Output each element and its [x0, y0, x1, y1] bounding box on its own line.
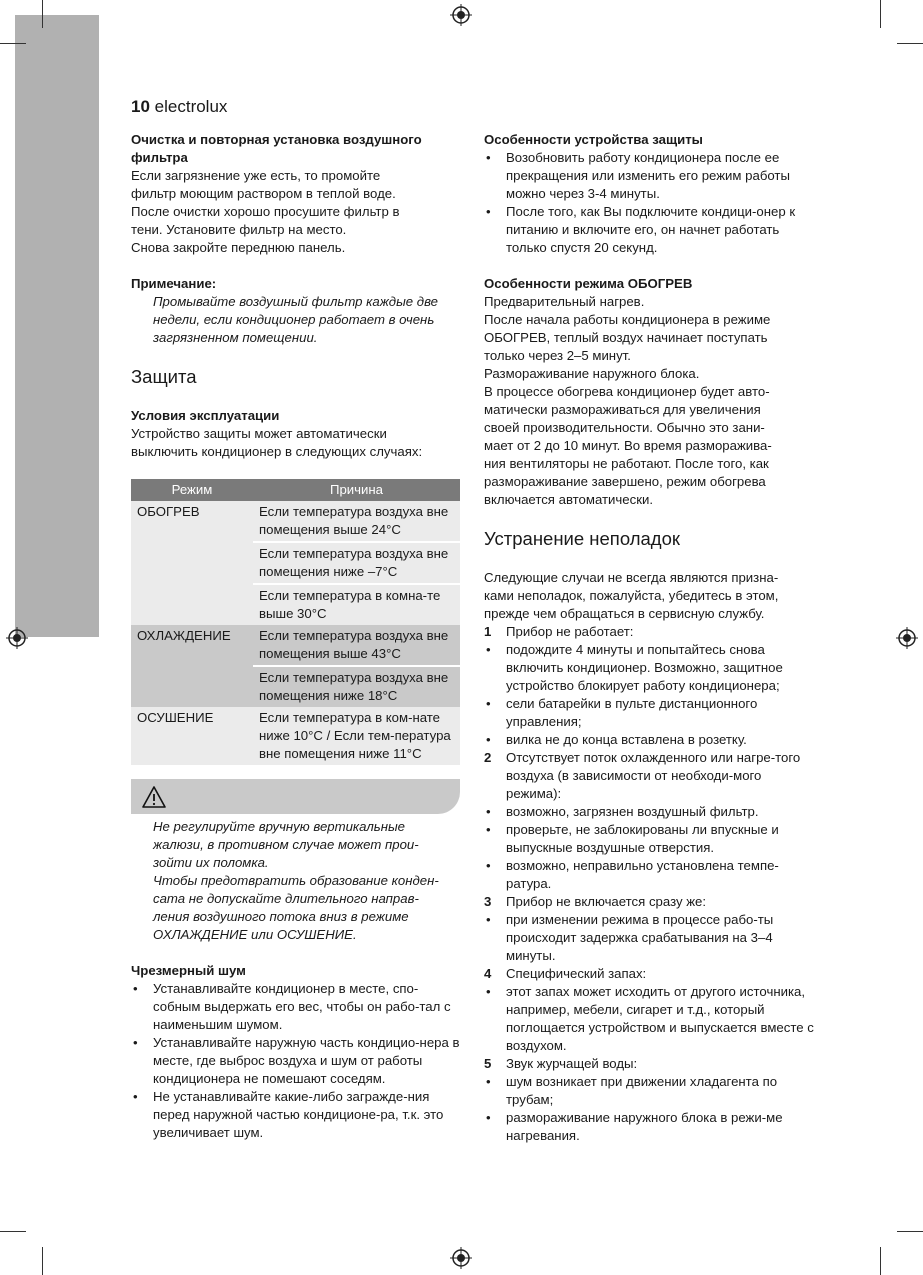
- page-number: 10: [131, 97, 150, 116]
- text-line: Промывайте воздушный фильтр каждые две: [153, 294, 439, 309]
- crop-mark: [0, 1231, 26, 1232]
- text-line: только через 2–5 минут.: [484, 348, 631, 363]
- filter-text: [131, 167, 463, 257]
- cause-list: [484, 983, 814, 1055]
- problem-title: Отсутствует поток охлажденного или нагре-того воздуха (в зависимости от необходи-мого режима):: [506, 750, 801, 801]
- cause-list: [484, 1073, 814, 1145]
- problem-title: Звук журчащей воды:: [506, 1056, 638, 1071]
- list-item: • проверьте, не заблокированы ли впускные и выпускные воздушные отверстия.: [484, 821, 814, 857]
- text-line: ОБОГРЕВ, теплый воздух начинает поступать: [484, 330, 768, 345]
- registration-mark-icon: [896, 627, 918, 649]
- list-item: • этот запах может исходить от другого источника, например, мебели, сигарет и т.д., который поглощается устройством и выпускается вместе с воздухом.: [484, 983, 814, 1055]
- problem-item: [484, 893, 814, 911]
- cause-list: [484, 803, 814, 893]
- text-line: выключить кондиционер в следующих случаях:: [131, 444, 423, 459]
- text-line: После очистки хорошо просушите фильтр в: [131, 204, 400, 219]
- side-tab: [15, 15, 99, 637]
- text-line: своей производительности. Обычно это зани-: [484, 420, 765, 435]
- intro-text: [484, 569, 814, 623]
- crop-mark: [897, 1231, 923, 1232]
- text-line: Чтобы предотвратить образование конден-: [153, 873, 439, 888]
- text-line: Не регулируйте вручную вертикальные: [153, 819, 406, 834]
- crop-mark: [42, 0, 43, 28]
- warning-banner: [131, 779, 460, 814]
- list-item: • Устанавливайте кондиционер в месте, спо-собным выдержать его вес, чтобы он рабо-тал с наименьшим шумом.: [131, 980, 463, 1034]
- list-item: • возможно, загрязнен воздушный фильтр.: [484, 803, 814, 821]
- conditions-heading: Условия эксплуатации: [131, 408, 280, 423]
- heating-heading: Особенности режима ОБОГРЕВ: [484, 276, 693, 291]
- brand-name: electrolux: [154, 97, 228, 116]
- list-item: • возможно, неправильно установлена темпе-ратура.: [484, 857, 814, 893]
- text-line: После начала работы кондиционера в режиме: [484, 312, 771, 327]
- registration-mark-icon: [6, 627, 28, 649]
- reason-cell: Если температура воздуха вне помещения ниже –7°C: [253, 542, 460, 584]
- protection-title: Защита: [131, 366, 197, 387]
- list-item: • подождите 4 минуты и попытайтесь снова включить кондиционер. Возможно, защитное устройство блокирует работу кондиционера;: [484, 641, 814, 695]
- table-row: [131, 707, 460, 765]
- list-item: • После того, как Вы подключите кондици-онер к питанию и включите его, он начнет работать только спустя 20 секунд.: [484, 203, 814, 257]
- problem-number: 5: [484, 1056, 492, 1071]
- text-line: Следующие случаи не всегда являются призна-: [484, 570, 779, 585]
- reason-cell: Если температура в ком-нате ниже 10°C / Если тем-пература вне помещения ниже 11°C: [253, 707, 460, 765]
- text-line: прежде чем обращаться в сервисную службу.: [484, 606, 765, 621]
- text-line: В процессе обогрева кондиционер будет авто-: [484, 384, 770, 399]
- problem-number: 2: [484, 750, 492, 765]
- problem-number: 4: [484, 966, 492, 981]
- crop-mark: [42, 1247, 43, 1275]
- text-line: зойти их поломка.: [153, 855, 269, 870]
- note-text: [131, 293, 463, 347]
- list-item: • шум возникает при движении хладагента по трубам;: [484, 1073, 814, 1109]
- reason-cell: Если температура воздуха вне помещения ниже 18°C: [253, 666, 460, 707]
- crop-mark: [880, 1247, 881, 1275]
- text-line: загрязненном помещении.: [153, 330, 318, 345]
- cause-list: [484, 641, 814, 749]
- text-line: Предварительный нагрев.: [484, 294, 645, 309]
- text-line: ОХЛАЖДЕНИЕ или ОСУШЕНИЕ.: [153, 927, 357, 942]
- problem-title: Специфический запах:: [506, 966, 647, 981]
- mode-cell: ОБОГРЕВ: [131, 501, 253, 625]
- text-line: сата не допускайте длительного направ-: [153, 891, 419, 906]
- troubleshooting-title: Устранение неполадок: [484, 528, 680, 549]
- problem-item: [484, 749, 814, 803]
- list-item: • Возобновить работу кондиционера после ее прекращения или изменить его режим работы можно через 3-4 минуты.: [484, 149, 814, 203]
- text-line: размораживание завершено, режим обогрева: [484, 474, 766, 489]
- list-item: • сели батарейки в пульте дистанционного управления;: [484, 695, 814, 731]
- text-line: мает от 2 до 10 минут. Во время разморажива-: [484, 438, 772, 453]
- list-item: • Не устанавливайте какие-либо загражде-ния перед наружной частью кондиционе-ра, т.к. это увеличивает шум.: [131, 1088, 463, 1142]
- problem-item: [484, 965, 814, 983]
- text-line: Размораживание наружного блока.: [484, 366, 700, 381]
- table-row: [131, 625, 460, 666]
- list-item: • при изменении режима в процессе рабо-ты происходит задержка срабатывания на 3–4 минуты.: [484, 911, 814, 965]
- note-heading: Примечание:: [131, 276, 217, 291]
- text-line: Снова закройте переднюю панель.: [131, 240, 346, 255]
- crop-mark: [0, 43, 26, 44]
- page-header: [131, 97, 227, 117]
- list-item: • размораживание наружного блока в режи-ме нагревания.: [484, 1109, 814, 1145]
- problem-item: [484, 1055, 814, 1073]
- problem-title: Прибор не работает:: [506, 624, 634, 639]
- registration-mark-icon: [450, 1247, 472, 1269]
- cause-list: [484, 911, 814, 965]
- left-column: [131, 131, 463, 1142]
- reason-cell: Если температура воздуха вне помещения выше 43°C: [253, 625, 460, 666]
- problem-number: 3: [484, 894, 492, 909]
- text-line: матически размораживаться для увеличения: [484, 402, 761, 417]
- warning-triangle-icon: [141, 785, 167, 809]
- text-line: ния вентиляторы не работают. После того, как: [484, 456, 769, 471]
- protection-table: [131, 479, 460, 765]
- text-line: включается автоматически.: [484, 492, 654, 507]
- problem-item: [484, 623, 814, 641]
- filter-heading: Очистка и повторная установка воздушного фильтра: [131, 132, 422, 165]
- text-line: фильтр моющим раствором в теплой воде.: [131, 186, 396, 201]
- warning-text: [131, 818, 463, 944]
- text-line: жалюзи, в противном случае может прои-: [153, 837, 419, 852]
- heating-text: [484, 293, 814, 509]
- text-line: Устройство защиты может автоматически: [131, 426, 387, 441]
- table-row: [131, 501, 460, 542]
- text-line: недели, если кондиционер работает в очень: [153, 312, 435, 327]
- problem-title: Прибор не включается сразу же:: [506, 894, 707, 909]
- right-column: [484, 131, 814, 1145]
- reason-cell: Если температура в комна-те выше 30°C: [253, 584, 460, 625]
- crop-mark: [897, 43, 923, 44]
- list-item: • вилка не до конца вставлена в розетку.: [484, 731, 814, 749]
- protection-features-heading: Особенности устройства защиты: [484, 132, 703, 147]
- text-line: Если загрязнение уже есть, то промойте: [131, 168, 381, 183]
- noise-list: [131, 980, 463, 1142]
- text-line: ками неполадок, пожалуйста, убедитесь в этом,: [484, 588, 779, 603]
- text-line: ления воздушного потока вниз в режиме: [153, 909, 409, 924]
- table-header-reason: Причина: [253, 479, 460, 501]
- protection-features-list: [484, 149, 814, 257]
- table-header-mode: Режим: [131, 479, 253, 501]
- noise-heading: Чрезмерный шум: [131, 963, 246, 978]
- text-line: тени. Установите фильтр на место.: [131, 222, 347, 237]
- list-item: • Устанавливайте наружную часть кондицио-нера в месте, где выброс воздуха и шум от работы кондиционера не помешают соседям.: [131, 1034, 463, 1088]
- reason-cell: Если температура воздуха вне помещения выше 24°C: [253, 501, 460, 542]
- problem-number: 1: [484, 624, 492, 639]
- registration-mark-icon: [450, 4, 472, 26]
- crop-mark: [880, 0, 881, 28]
- mode-cell: ОХЛАЖДЕНИЕ: [131, 625, 253, 707]
- mode-cell: ОСУШЕНИЕ: [131, 707, 253, 765]
